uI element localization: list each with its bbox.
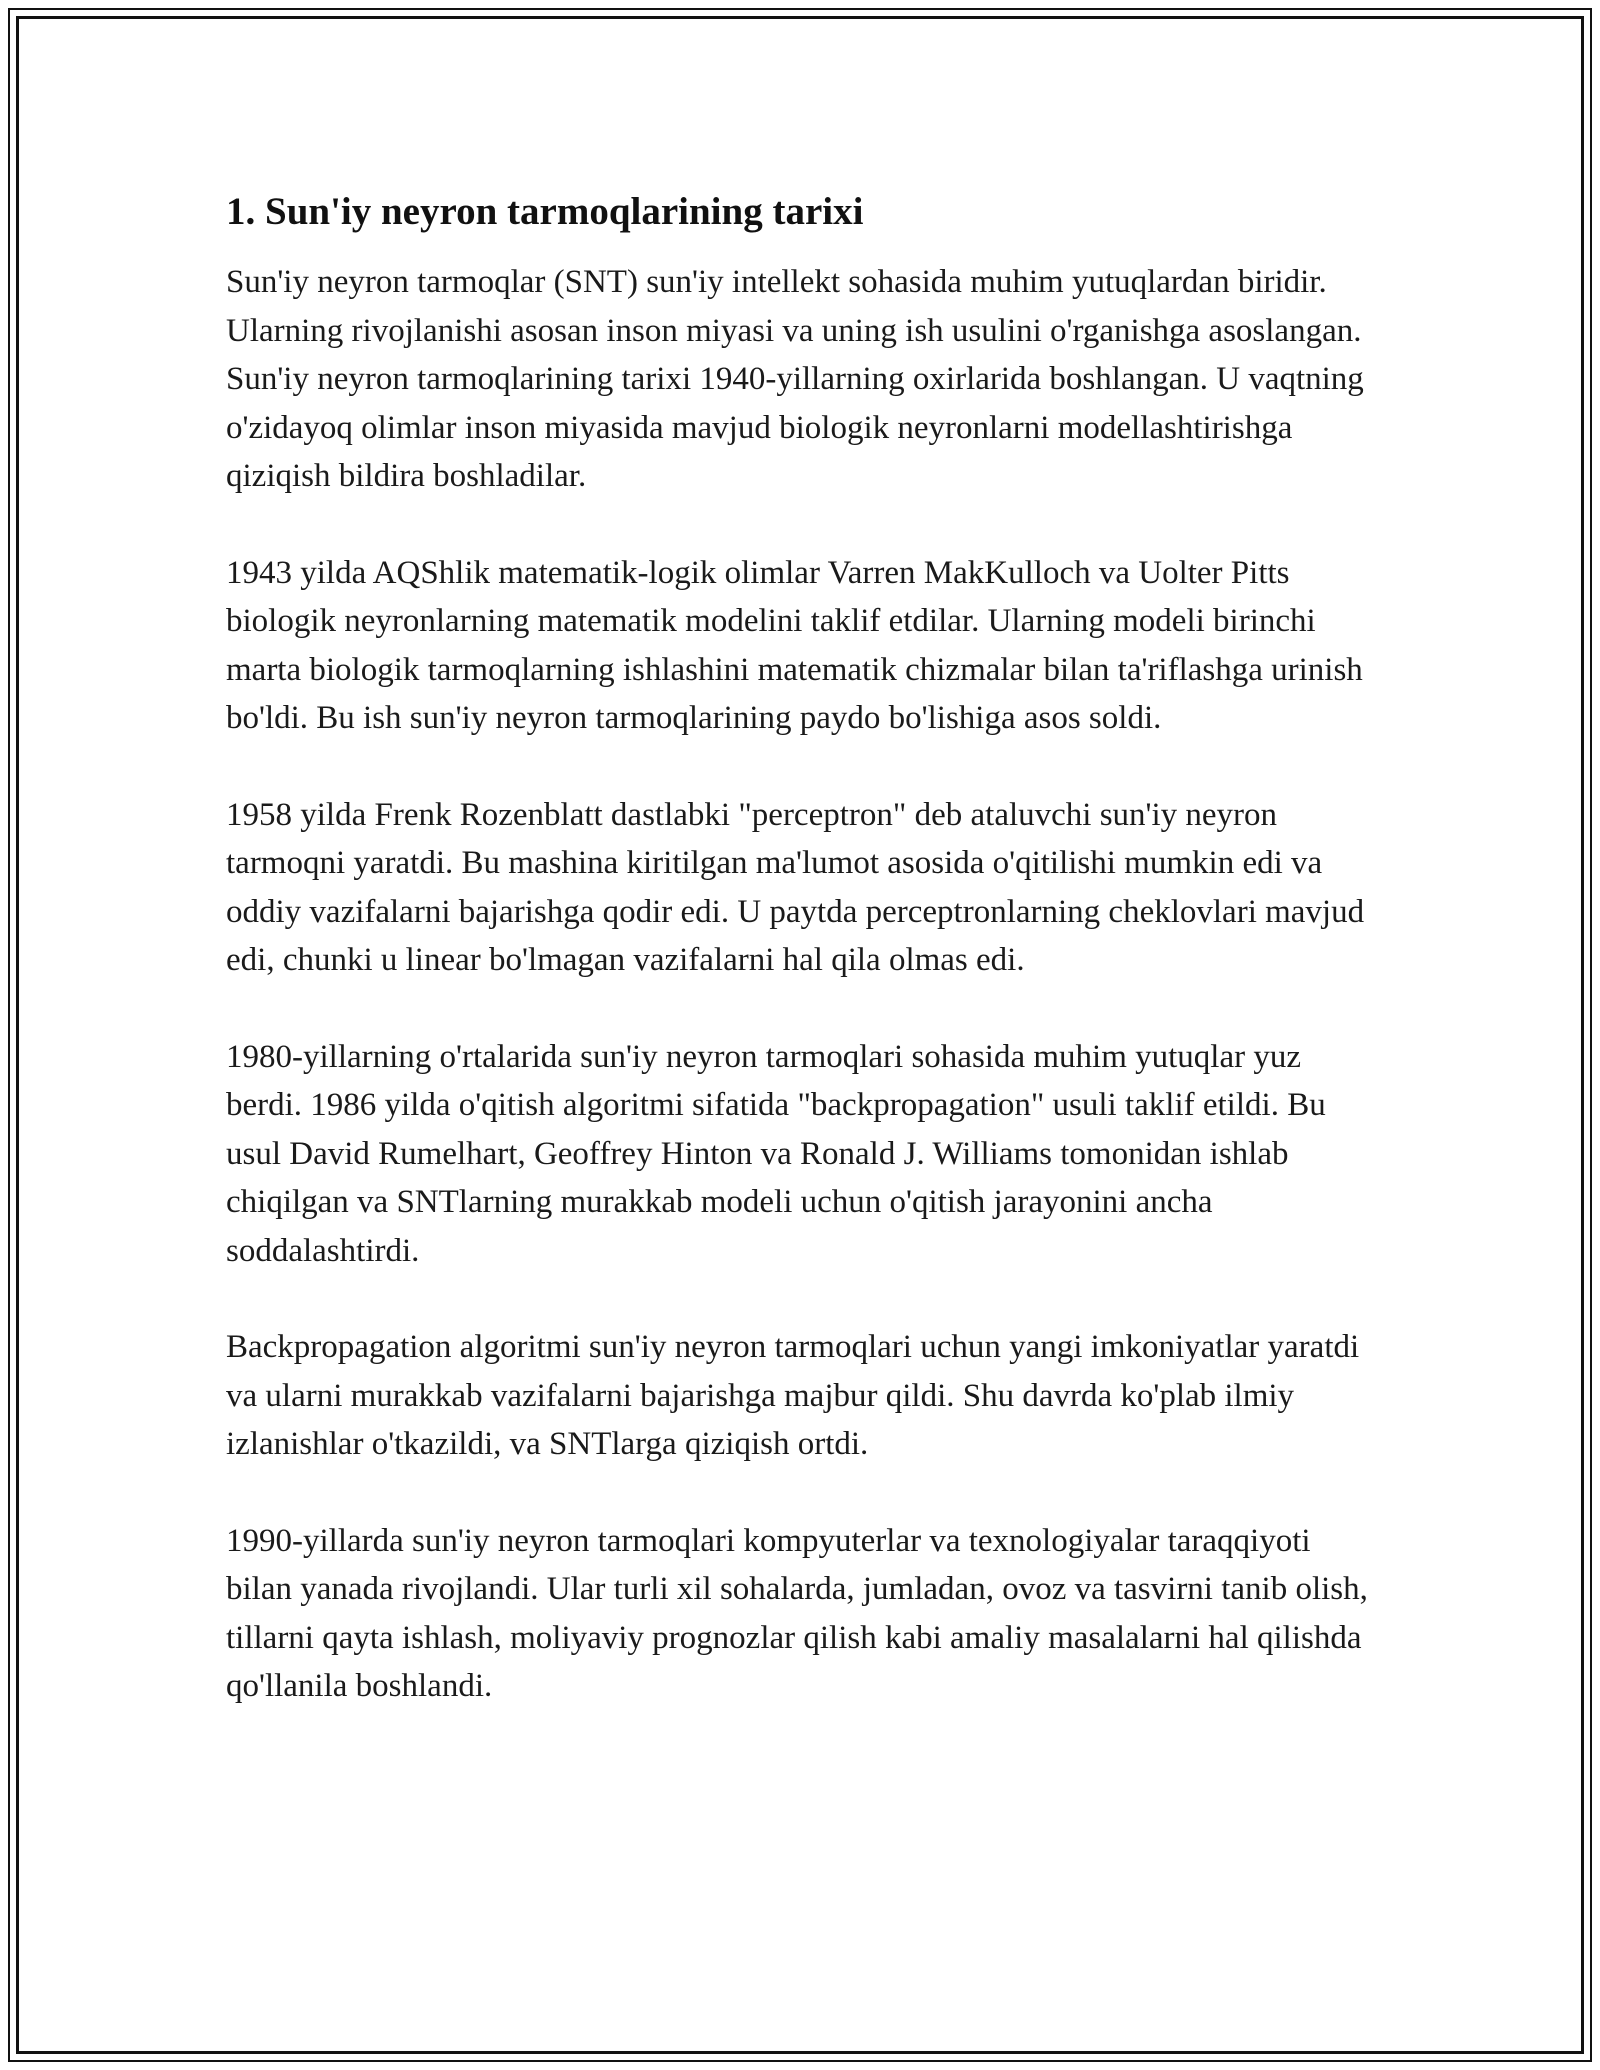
paragraph-intro: Sun'iy neyron tarmoqlar (SNT) sun'iy intellekt sohasida muhim yutuqlardan biridir. Ularning rivojlanishi asosan inson miyasi va uning ish usulini o'rganishga asoslangan. Sun'iy neyron tarmoqlarining tarixi 1940-yillarning oxirlarida boshlangan. U vaqtning o'zidayoq olimlar inson miyasida mavjud biologik neyronlarni modellashtirishga qiziqish bildira boshladilar. xyxy=(226,264,1364,494)
paragraph-1943: 1943 yilda AQShlik matematik-logik olimlar Varren MakKulloch va Uolter Pitts biologik neyronlarning matematik modelini taklif etdilar. Ularning modeli birinchi marta biologik tarmoqlarning ishlashini matematik chizmalar bilan ta'riflashga urinish bo'ldi. Bu ish sun'iy neyron tarmoqlarining paydo bo'lishiga asos soldi. xyxy=(226,554,1363,736)
paragraph-1958: 1958 yilda Frenk Rozenblatt dastlabki "perceptron" deb ataluvchi sun'iy neyron tarmoqni yaratdi. Bu mashina kiritilgan ma'lumot asosida o'qitilishi mumkin edi va oddiy vazifalarni bajarishga qodir edi. U paytda perceptronlarning cheklovlari mavjud edi, chunki u linear bo'lmagan vazifalarni hal qila olmas edi. xyxy=(226,796,1365,978)
section-heading: 1. Sun'iy neyron tarmoqlarining tarixi xyxy=(226,190,864,233)
paragraph-1980s: 1980-yillarning o'rtalarida sun'iy neyron tarmoqlari sohasida muhim yutuqlar yuz berdi. 1986 yilda o'qitish algoritmi sifatida "backpropagation" usuli taklif etildi. Bu usul David Rumelhart, Geoffrey Hinton va Ronald J. Williams tomonidan ishlab chiqilgan va SNTlarning murakkab modeli uchun o'qitish jarayonini ancha soddalashtirdi. xyxy=(226,1038,1326,1269)
document-body xyxy=(226,186,1376,1711)
paragraph-1990s: 1990-yillarda sun'iy neyron tarmoqlari kompyuterlar va texnologiyalar taraqqiyoti bilan yanada rivojlandi. Ular turli xil sohalarda, jumladan, ovoz va tasvirni tanib olish, tillarni qayta ishlash, moliyaviy prognozlar qilish kabi amaliy masalalarni hal qilishda qo'llanila boshlandi. xyxy=(226,1522,1368,1704)
paragraph-backpropagation: Backpropagation algoritmi sun'iy neyron tarmoqlari uchun yangi imkoniyatlar yaratdi va ularni murakkab vazifalarni bajarishga majbur qildi. Shu davrda ko'plab ilmiy izlanishlar o'tkazildi, va SNTlarga qiziqish ortdi. xyxy=(226,1329,1360,1462)
